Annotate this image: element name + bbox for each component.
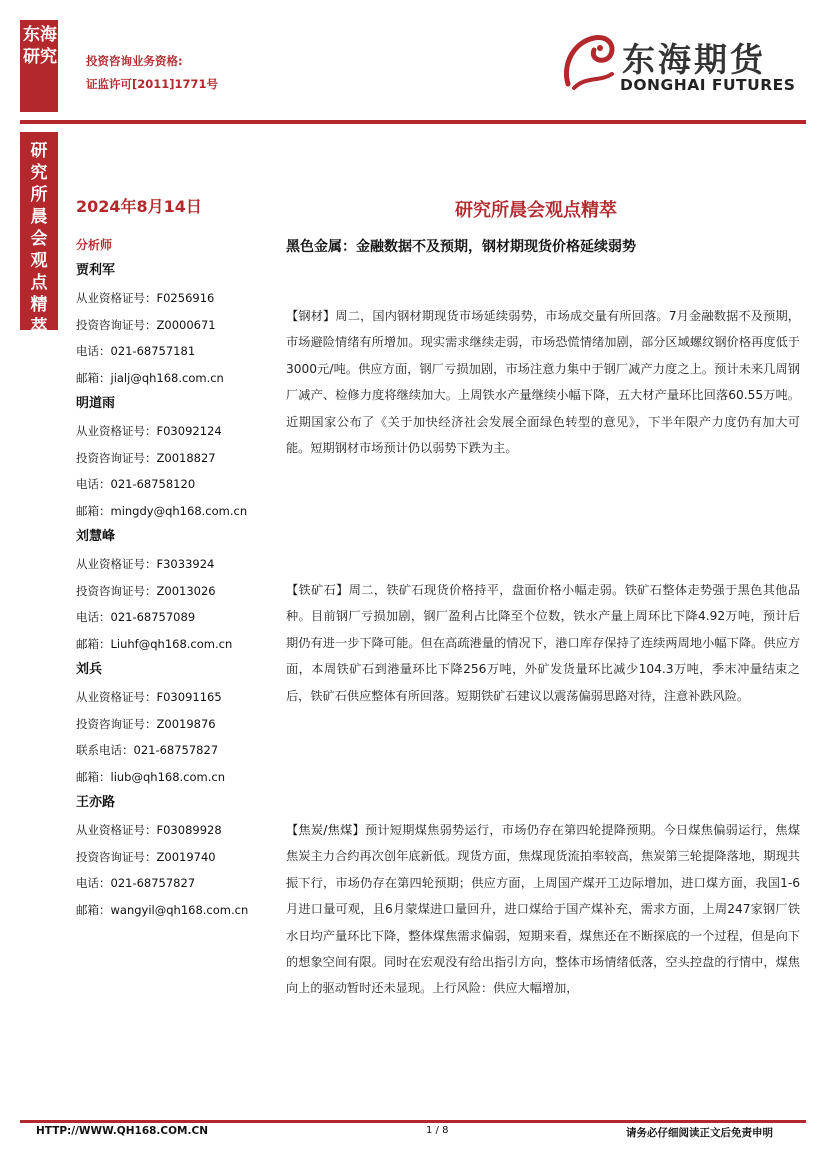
analyst-qualification: 从业资格证号：F03091165 [76,690,222,704]
analyst-email: 邮箱：jialj@qh168.com.cn [76,370,224,385]
analyst-name: 明道雨 [76,396,116,411]
analyst-name: 刘慧峰 [76,529,116,544]
credentials [86,50,218,96]
paragraph-tag: 【铁矿石】 [286,583,349,597]
footer-url-link[interactable]: HTTP://WWW.QH168.COM.CN [36,1125,208,1137]
analyst-qualification: 从业资格证号：F03092124 [76,424,222,438]
analyst-phone: 联系电话：021-68757827 [76,743,219,757]
footer-disclaimer: 请务必仔细阅读正文后免责申明 [626,1127,773,1139]
brand-tab [20,20,58,112]
analyst-email: 邮箱：mingdy@qh168.com.cn [76,503,248,518]
analyst-phone: 电话：021-68757089 [76,610,196,624]
analyst-phone: 电话：021-68758120 [76,477,196,491]
report-date: 2024年8月14日 [76,197,202,216]
credentials-line2: 证监许可[2011]1771号 [86,77,219,91]
header-divider [20,120,806,124]
analyst-card [76,395,276,528]
analyst-card [76,661,276,794]
side-tab [20,132,58,337]
paragraph-tag: 【焦炭/焦煤】 [286,823,365,837]
paragraph-tag: 【钢材】 [286,309,336,323]
analyst-card [76,262,276,395]
footer-divider [20,1120,806,1123]
side-tab-text: 研究所晨会观点精萃 [30,141,48,337]
analyst-email: 邮箱：liub@qh168.com.cn [76,769,225,784]
analyst-list [76,262,276,927]
analyst-label: 分析师 [76,238,113,252]
analyst-card [76,528,276,661]
paragraph-coke-coal [286,817,800,1002]
analyst-consult-id: 投资咨询证号：Z0019740 [76,849,216,864]
paragraph-iron-ore [286,577,800,709]
analyst-name: 王亦路 [76,795,116,810]
brand-tab-text: 东海研究 [23,25,57,67]
analyst-consult-id: 投资咨询证号：Z0018827 [76,450,216,465]
analyst-qualification: 从业资格证号：F03089928 [76,823,222,837]
analyst-email: 邮箱：wangyil@qh168.com.cn [76,902,249,917]
analyst-consult-id: 投资咨询证号：Z0000671 [76,317,216,332]
analyst-consult-id: 投资咨询证号：Z0019876 [76,716,216,731]
logo-name-en: DONGHAI FUTURES [620,76,796,94]
paragraph-text: 周二，铁矿石现货价格持平，盘面价格小幅走弱。铁矿石整体走势强于黑色其他品种。目前钢厂亏损加剧，钢厂盈利占比降至个位数，铁水产量上周环比下降4.92万吨，预计后期仍有进一步下降可能。但在高疏港量的情况下，港口库存保持了连续两周地小幅下降。供应方面，本周铁矿石到港量环比下降256万吨，外矿发货量环比减少104.3万吨，季末冲量结束之后，铁矿石供应整体有所回落。短期铁矿石建议以震荡偏弱思路对待，注意补跌风险。 [286,583,801,703]
analyst-consult-id: 投资咨询证号：Z0013026 [76,583,216,598]
analyst-email: 邮箱：Liuhf@qh168.com.cn [76,636,233,651]
credentials-line1: 投资咨询业务资格: [86,54,183,68]
paragraph-text: 周二，国内钢材期现货市场延续弱势，市场成交量有所回落。7月金融数据不及预期，市场避险情绪有所增加。现实需求继续走弱，市场恐慌情绪加剧，部分区域螺纹钢价格再度低于3000元/吨。供应方面，钢厂亏损加剧，市场注意力集中于钢厂减产力度之上。预计未来几周钢厂减产、检修力度将继续加大。上周铁水产量继续小幅下降，五大材产量环比回落60.55万吨。近期国家公布了《关于加快经济社会发展全面绿色转型的意见》，下半年限产力度仍有加大可能。短期钢材市场预计仍以弱势下跌为主。 [286,309,800,456]
analyst-card [76,794,276,927]
analyst-name: 刘兵 [76,662,103,677]
paragraph-steel [286,303,800,461]
page-title: 研究所晨会观点精萃 [455,200,617,221]
analyst-qualification: 从业资格证号：F3033924 [76,557,215,571]
analyst-phone: 电话：021-68757827 [76,876,196,890]
page-number: 1 / 8 [426,1125,449,1136]
paragraph-text: 预计短期煤焦弱势运行，市场仍存在第四轮提降预期。今日煤焦偏弱运行，焦煤焦炭主力合约再次创年底新低。现货方面，焦煤现货流拍率较高，焦炭第三轮提降落地，期现共振下行，市场仍存在第四轮预期；供应方面，上周国产煤开工边际增加，进口煤方面，我国1-6月进口量可观，且6月蒙煤进口量回升，进口煤给于国产煤补充，需求方面，上周247家钢厂铁水日均产量环比下降，整体煤焦需求偏弱，短期来看，煤焦还在不断探底的一个过程，但是向下的想象空间有限。同时在宏观没有给出指引方向，整体市场情绪低落，空头控盘的行情中，煤焦向上的驱动暂时还未显现。上行风险：供应大幅增加， [286,823,801,996]
analyst-qualification: 从业资格证号：F0256916 [76,291,215,305]
logo-name-cn: 东海期货 [622,40,766,79]
analyst-name: 贾利军 [76,263,116,278]
section-subtitle: 黑色金属：金融数据不及预期，钢材期现货价格延续弱势 [286,239,636,255]
analyst-phone: 电话：021-68757181 [76,344,196,358]
